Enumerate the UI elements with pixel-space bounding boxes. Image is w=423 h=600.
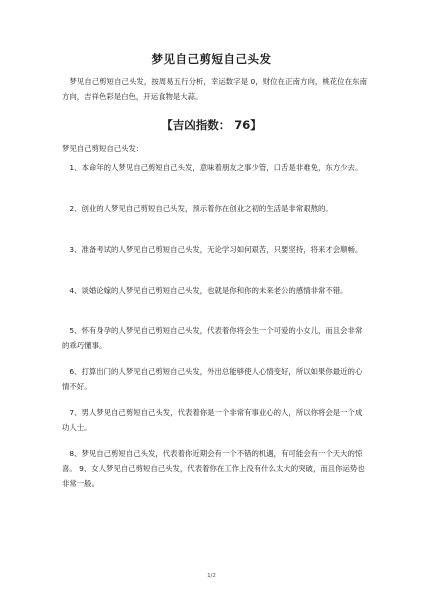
- section-subheading: 梦见自己剪短自己头发：: [62, 144, 144, 153]
- list-item: 1、本命年的人梦见自己剪短自己头发，意味着朋友之事少管，口舌是非难免，东方少去。: [69, 163, 363, 172]
- list-item: 2、创业的人梦见自己剪短自己头发，预示着你在创业之初的生活是非常艰熬的。: [69, 204, 333, 213]
- list-item: 3、准备考试的人梦见自己剪短自己头发，无论学习如何艰苦，只要坚持，将来才会顺畅。: [69, 245, 363, 254]
- intro-paragraph: 梦见自己剪短自己头发，按周易五行分析，幸运数字是 0，财位在正南方向，桃花位在东南方向，吉祥色彩是白色，开运食物是大蒜。: [62, 77, 367, 101]
- fortune-score: 【吉凶指数： 76】: [161, 118, 262, 132]
- list-item: 8、梦见自己剪短自己头发，代表着你近期会有一个不错的机遇，有可能会有一个天大的惊喜。 9、女人梦见自己剪短自己头发，代表着你在工作上没有什么太大的突破，而且你运势也非常一般。: [62, 449, 365, 488]
- page-number: 1/2: [207, 573, 216, 579]
- list-item: 5、怀有身孕的人梦见自己剪短自己头发，代表着你将会生一个可爱的小女儿，而且会非常的乖巧懂事。: [62, 326, 363, 350]
- list-item: 4、谈婚论嫁的人梦见自己剪短自己头发，也就是你和你的未来老公的感情非常不错。: [69, 286, 348, 295]
- list-item: 6、打算出门的人梦见自己剪短自己头发，外出总能够使人心情变好，所以如果你最近的心情不好。: [62, 367, 363, 391]
- document-title: 梦见自己剪短自己头发: [151, 52, 272, 66]
- list-item: 7、男人梦见自己剪短自己头发，代表着你是一个非常有事业心的人，所以你将会是一个成功人士。: [62, 408, 363, 432]
